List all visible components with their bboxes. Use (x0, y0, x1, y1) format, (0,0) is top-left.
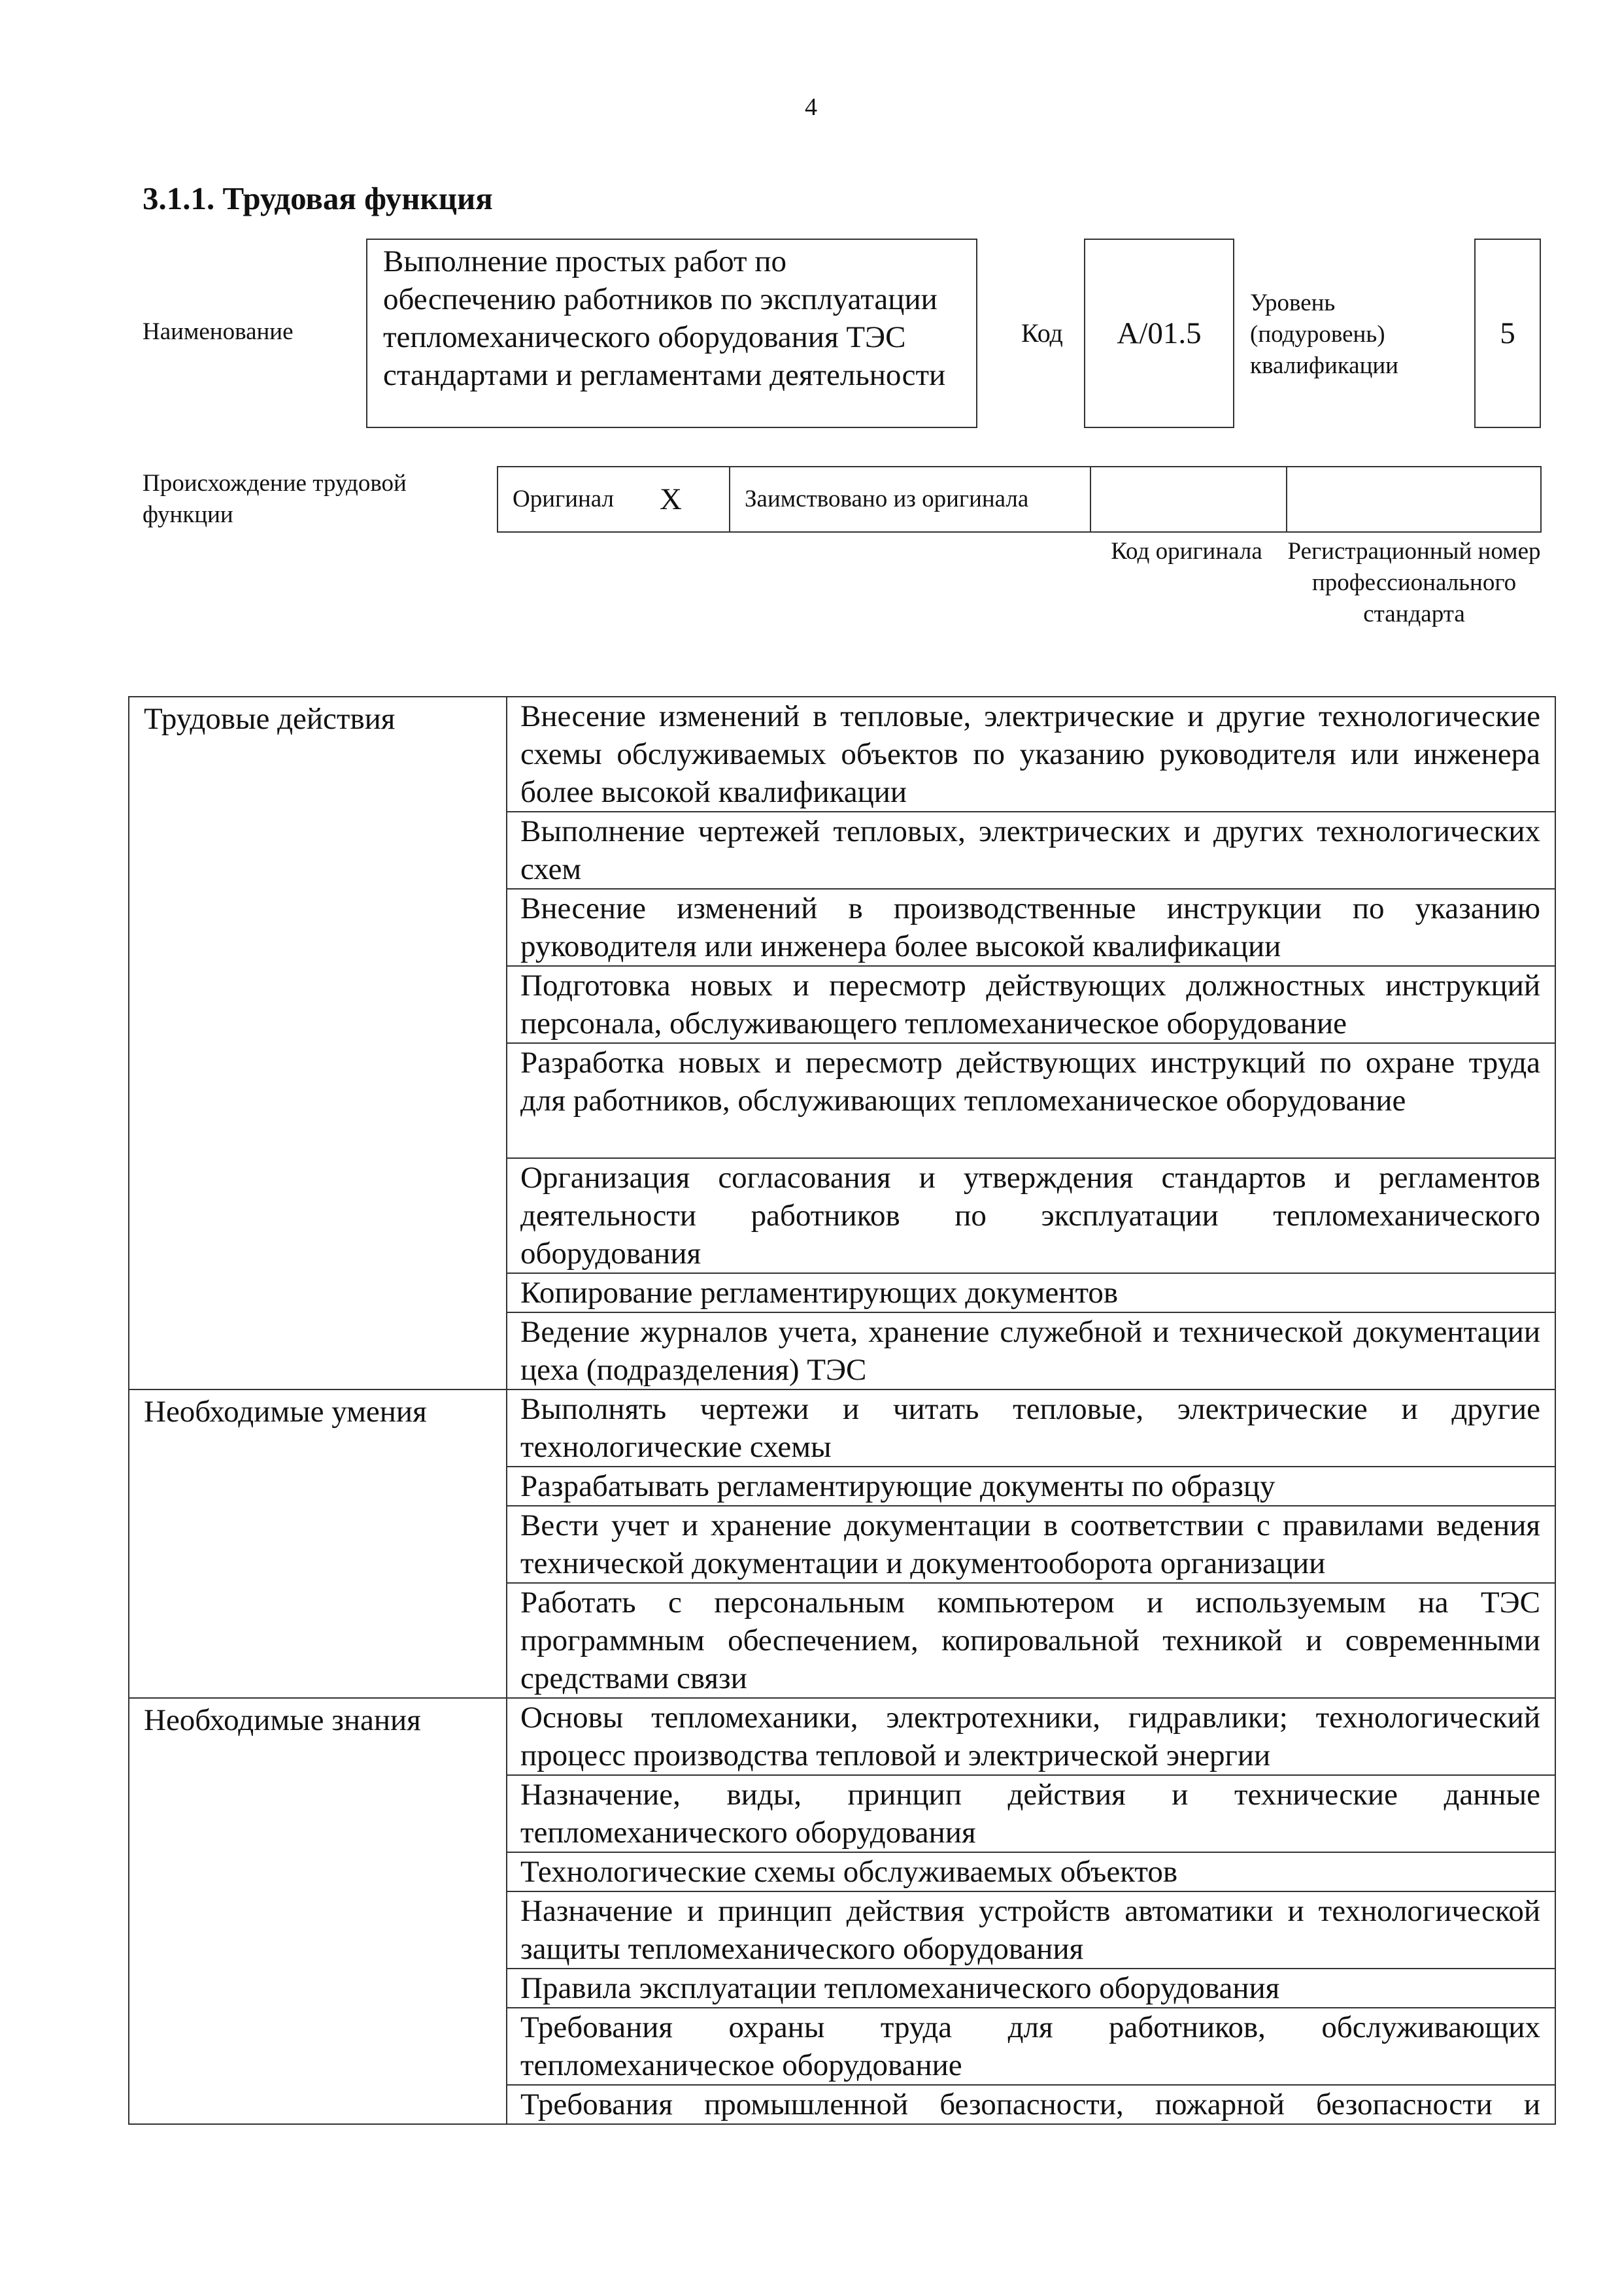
list-item: Требования охраны труда для работников, обслуживающих тепломеханическое оборудование (507, 2008, 1555, 2085)
list-item: Подготовка новых и пересмотр действующих должностных инструкций персонала, обслуживающего тепломеханическое оборудование (507, 966, 1555, 1043)
reg-number-caption: Регистрационный номер профессионального стандарта (1287, 538, 1541, 627)
list-item: Вести учет и хранение документации в соответствии с правилами ведения технической документации и документооборота организации (507, 1506, 1555, 1583)
table-row (129, 1698, 1555, 1775)
name-value-box (366, 239, 977, 428)
list-item: Внесение изменений в тепловые, электрические и другие технологические схемы обслуживаемых объектов по указанию руководителя или инженера более высокой квалификации (507, 697, 1555, 812)
section-title-required-knowledge: Необходимые знания (129, 1698, 507, 2124)
code-original-cell (1091, 467, 1287, 531)
labor-function-table (128, 696, 1556, 2125)
list-item: Организация согласования и утверждения стандартов и регламентов деятельности работников по эксплуатации тепломеханического оборудования (507, 1158, 1555, 1273)
section-title: 3.1.1. Трудовая функция (143, 180, 493, 216)
table-row (129, 1389, 1555, 1467)
original-cell (498, 467, 730, 531)
list-item: Основы тепломеханики, электротехники, гидравлики; технологический процесс производства тепловой и электрической энергии (507, 1698, 1555, 1775)
code-value: А/01.5 (1117, 316, 1202, 350)
list-item: Технологические схемы обслуживаемых объектов (507, 1852, 1555, 1891)
origin-label: Происхождение трудовой функции (143, 470, 407, 528)
list-item: Внесение изменений в производственные инструкции по указанию руководителя или инженера более высокой квалификации (507, 889, 1555, 966)
code-original-caption: Код оригинала (1111, 538, 1262, 565)
level-label: Уровень (подуровень) квалификации (1250, 290, 1398, 379)
borrowed-cell (730, 467, 1091, 531)
list-item: Требования промышленной безопасности, пожарной безопасности и (507, 2085, 1555, 2124)
original-mark: X (660, 482, 682, 516)
list-item: Назначение и принцип действия устройств автоматики и технологической защиты тепломеханического оборудования (507, 1891, 1555, 1969)
page-number: 4 (805, 93, 817, 121)
list-item: Правила эксплуатации тепломеханического оборудования (507, 1969, 1555, 2008)
list-item: Назначение, виды, принцип действия и технические данные тепломеханического оборудования (507, 1775, 1555, 1852)
list-item: Выполнять чертежи и читать тепловые, электрические и другие технологические схемы (507, 1389, 1555, 1467)
reg-number-cell (1287, 467, 1540, 531)
list-item: Копирование регламентирующих документов (507, 1273, 1555, 1312)
level-value: 5 (1500, 316, 1515, 350)
original-label: Оригинал (513, 486, 615, 512)
list-item: Разработка новых и пересмотр действующих инструкций по охране труда для работников, обслуживающих тепломеханическое оборудование (507, 1043, 1555, 1158)
level-value-box (1474, 239, 1541, 428)
table-row (129, 697, 1555, 812)
name-value: Выполнение простых работ по обеспечению работников по эксплуатации тепломеханического оборудования ТЭС стандартами и регламентами деятельности (383, 244, 946, 392)
code-label: Код (1021, 318, 1063, 348)
list-item: Выполнение чертежей тепловых, электрических и других технологических схем (507, 812, 1555, 889)
list-item: Разрабатывать регламентирующие документы по образцу (507, 1467, 1555, 1506)
name-label: Наименование (143, 318, 294, 345)
list-item: Работать с персональным компьютером и используемым на ТЭС программным обеспечением, копировальной техникой и современными средствами связи (507, 1583, 1555, 1698)
section-title-required-skills: Необходимые умения (129, 1389, 507, 1698)
section-title-labor-actions: Трудовые действия (129, 697, 507, 1389)
code-value-box (1084, 239, 1234, 428)
list-item: Ведение журналов учета, хранение служебной и технической документации цеха (подразделения) ТЭС (507, 1312, 1555, 1389)
borrowed-label: Заимствовано из оригинала (745, 486, 1029, 512)
origin-table (497, 466, 1542, 533)
